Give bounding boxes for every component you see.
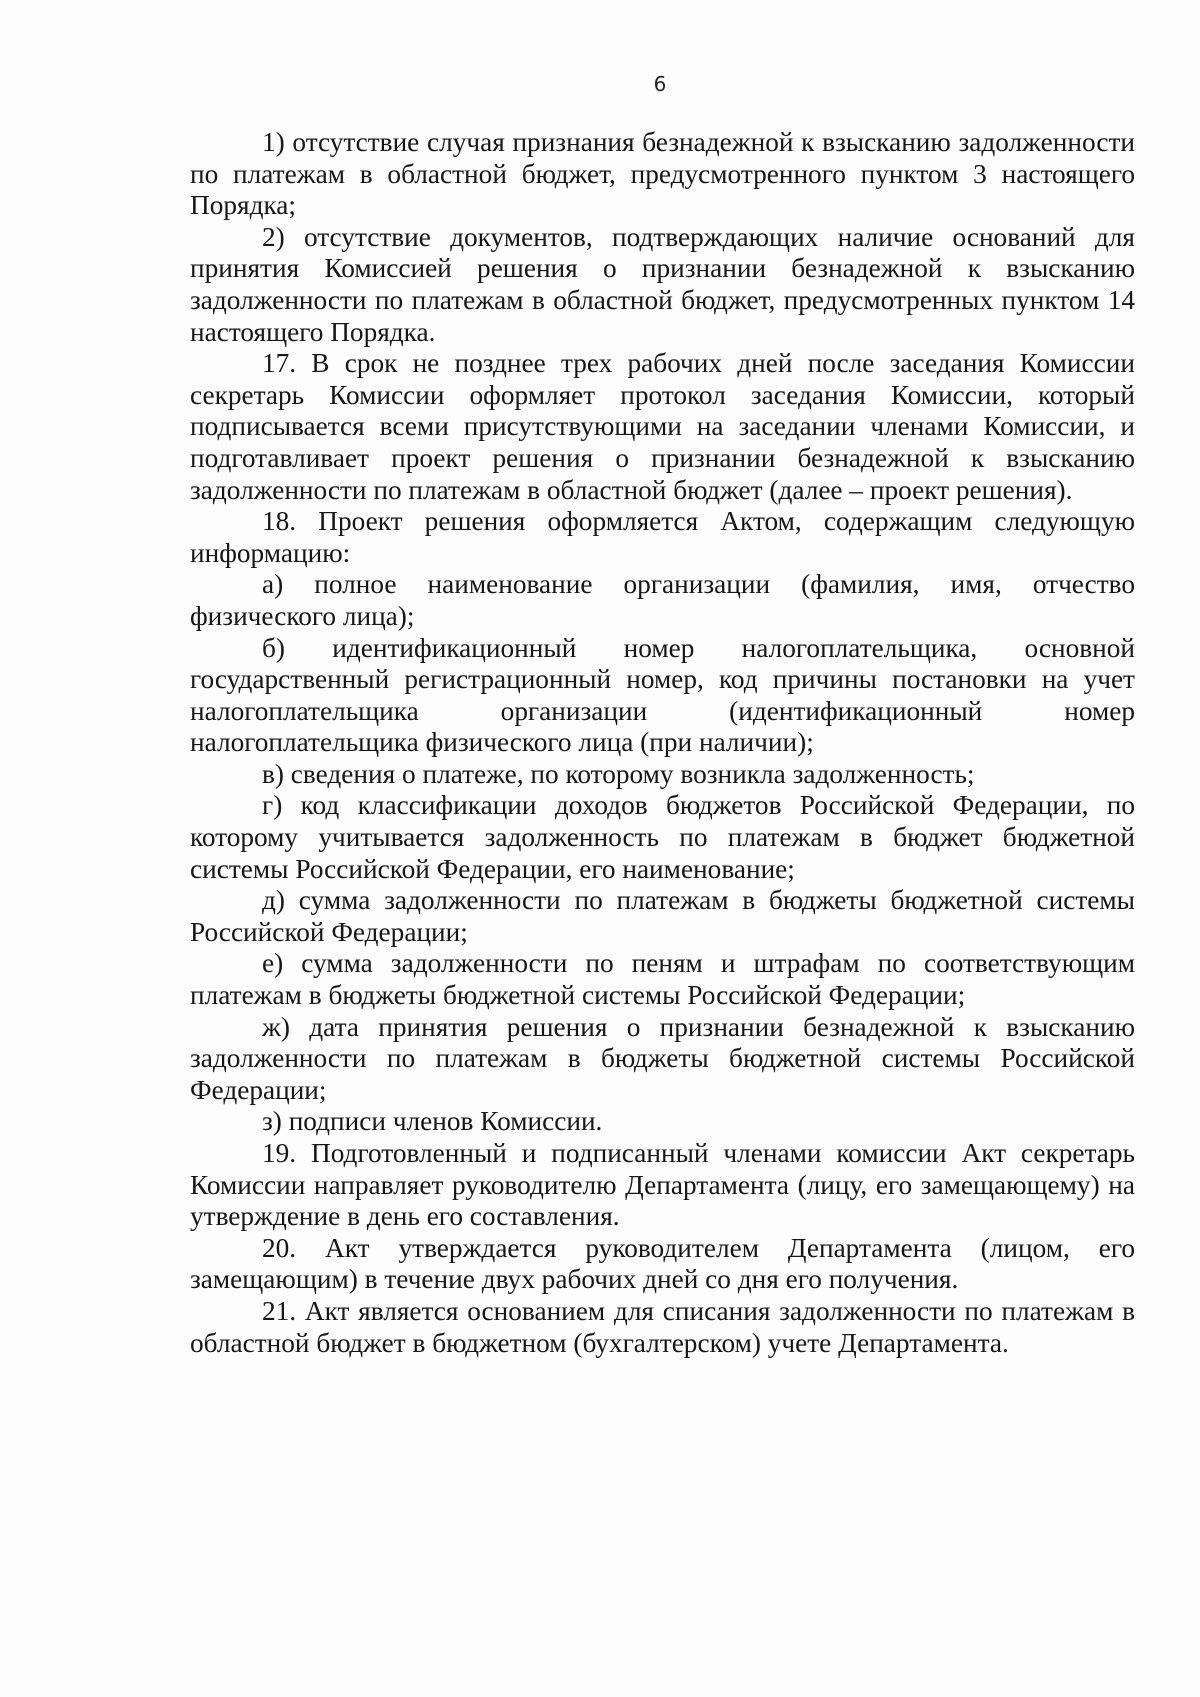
paragraph-item-zh: ж) дата принятия решения о признании безнадежной к взысканию задолженности по платежам в бюджеты бюджетной системы Российской Федерации;: [190, 1011, 1135, 1105]
page-number: 6: [653, 72, 667, 96]
paragraph-item-v: в) сведения о платеже, по которому возникла задолженность;: [262, 758, 975, 789]
paragraph-19: 19. Подготовленный и подписанный членами комиссии Акт секретарь Комиссии направляет руководителю Департамента (лицу, его замещающему) на утверждение в день его составления.: [190, 1138, 1135, 1232]
paragraph-item-z: з) подписи членов Комиссии.: [262, 1106, 603, 1137]
paragraph-item-b: б) идентификационный номер налогоплательщика, основной государственный регистрационный номер, код причины постановки на учет налогоплательщика организации (идентификационный номер налогоплательщика физического лица (при наличии);: [190, 632, 1135, 758]
paragraph-item-g: г) код классификации доходов бюджетов Российской Федерации, по которому учитывается задолженность по платежам в бюджет бюджетной системы Российской Федерации, его наименование;: [190, 790, 1135, 884]
paragraph-18: 18. Проект решения оформляется Актом, содержащим следующую информацию:: [190, 506, 1135, 568]
paragraph-item-2: 2) отсутствие документов, подтверждающих наличие оснований для принятия Комиссией решения о признании безнадежной к взысканию задолженности по платежам в областной бюджет, предусмотренных пунктом 14 настоящего Порядка.: [190, 221, 1135, 347]
paragraph-item-d: д) сумма задолженности по платежам в бюджеты бюджетной системы Российской Федерации;: [190, 885, 1135, 947]
paragraph-item-e: е) сумма задолженности по пеням и штрафам по соответствующим платежам в бюджеты бюджетной системы Российской Федерации;: [190, 948, 1135, 1011]
paragraph-item-a: а) полное наименование организации (фамилия, имя, отчество физического лица);: [190, 569, 1135, 631]
paragraph-item-1: 1) отсутствие случая признания безнадежной к взысканию задолженности по платежам в областной бюджет, предусмотренного пунктом 3 настоящего Порядка;: [190, 127, 1135, 221]
document-body: [190, 127, 1135, 1359]
paragraph-20: 20. Акт утверждается руководителем Департамента (лицом, его замещающим) в течение двух рабочих дней со дня его получения.: [190, 1232, 1135, 1295]
paragraph-21: 21. Акт является основанием для списания задолженности по платежам в областной бюджет в бюджетном (бухгалтерском) учете Департамента.: [190, 1295, 1135, 1358]
paragraph-17: 17. В срок не позднее трех рабочих дней после заседания Комиссии секретарь Комиссии оформляет протокол заседания Комиссии, который подписывается всеми присутствующими на заседании членами Комиссии, и подготавливает проект решения о признании безнадежной к взысканию задолженности по платежам в областной бюджет (далее – проект решения).: [190, 348, 1135, 505]
